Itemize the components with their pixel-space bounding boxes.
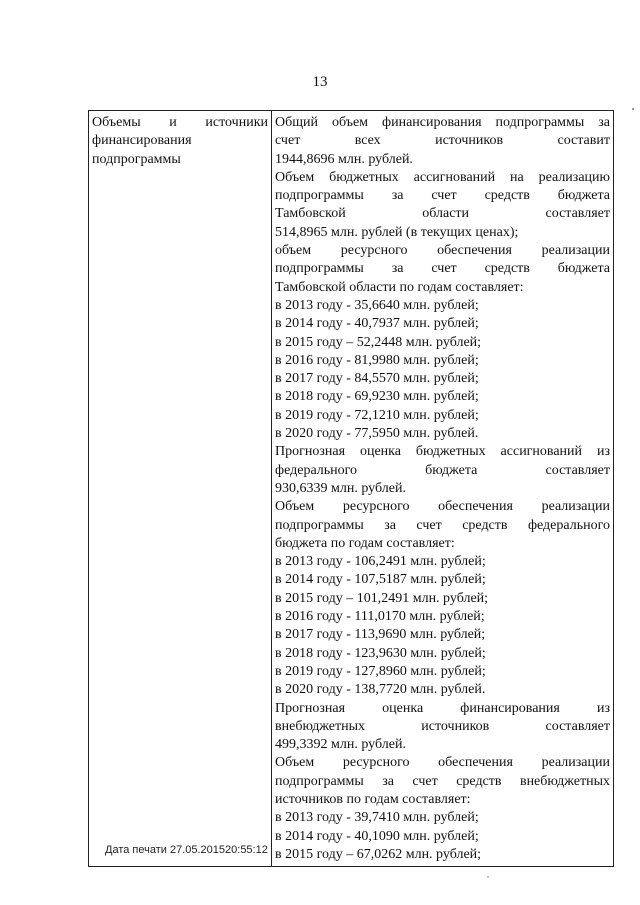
row-content-line: Прогнозная оценка финансирования из <box>275 700 610 716</box>
row-content-line: в 2013 году - 35,6640 млн. рублей; <box>275 297 479 313</box>
row-content-line: Объем бюджетных ассигнований на реализацию <box>275 169 610 185</box>
row-content-line: подпрограммы за счет средств федерального <box>275 517 610 533</box>
row-content-text <box>275 114 610 864</box>
row-content-line: в 2017 году - 113,9690 млн. рублей; <box>275 627 486 643</box>
row-content-line: Объем ресурсного обеспечения реализации <box>275 755 610 771</box>
row-content-line: счет всех источников составит <box>275 133 610 149</box>
row-content-line: в 2019 году - 72,1210 млн. рублей; <box>275 407 479 423</box>
row-content-line: в 2018 году - 123,9630 млн. рублей; <box>275 645 486 661</box>
row-header-cell <box>89 111 272 867</box>
row-content-line: объем ресурсного обеспечения реализации <box>275 243 610 259</box>
row-header-line: Объемы и источники <box>92 115 268 130</box>
scan-speck <box>487 876 489 878</box>
row-content-line: источников по годам составляет: <box>275 791 471 807</box>
row-header-line: финансирования <box>92 133 192 149</box>
row-content-line: в 2020 году - 138,7720 млн. рублей. <box>275 682 486 698</box>
table-row <box>89 111 614 867</box>
funding-table <box>88 110 614 867</box>
row-content-line: в 2016 году - 81,9980 млн. рублей; <box>275 352 479 368</box>
row-content-line: Тамбовской области составляет <box>275 206 610 222</box>
row-content-line: подпрограммы за счет средств внебюджетных <box>275 773 610 789</box>
row-header-text <box>92 114 268 169</box>
row-content-line: в 2016 году - 111,0170 млн. рублей; <box>275 609 485 625</box>
row-content-line: подпрограммы за счет средств бюджета <box>275 261 610 277</box>
row-content-line: федерального бюджета составляет <box>275 462 610 478</box>
row-content-line: в 2014 году - 40,1090 млн. рублей; <box>275 828 479 844</box>
row-content-line: в 2015 году – 101,2491 млн. рублей; <box>275 590 489 606</box>
row-content-line: в 2014 году - 107,5187 млн. рублей; <box>275 572 486 588</box>
row-content-line: 1944,8696 млн. рублей. <box>275 151 413 167</box>
row-content-line: бюджета по годам составляет: <box>275 535 455 551</box>
row-content-line: в 2015 году – 52,2448 млн. рублей; <box>275 334 482 350</box>
row-content-line: внебюджетных источников составляет <box>275 718 610 734</box>
row-content-line: в 2014 году - 40,7937 млн. рублей; <box>275 316 479 332</box>
row-content-line: Прогнозная оценка бюджетных ассигнований из <box>275 444 610 460</box>
page-number: 13 <box>312 74 328 90</box>
row-content-line: в 2020 году - 77,5950 млн. рублей. <box>275 426 479 442</box>
row-content-line: Объем ресурсного обеспечения реализации <box>275 499 610 515</box>
row-content-line: в 2015 году – 67,0262 млн. рублей; <box>275 846 482 862</box>
row-content-line: в 2013 году - 106,2491 млн. рублей; <box>275 554 486 570</box>
row-content-line: в 2017 году - 84,5570 млн. рублей; <box>275 371 479 387</box>
row-content-line: в 2019 году - 127,8960 млн. рублей; <box>275 663 486 679</box>
row-content-cell <box>272 111 614 867</box>
row-content-line: Общий объем финансирования подпрограммы за <box>275 115 610 130</box>
scan-speck <box>632 108 634 110</box>
row-header-line: подпрограммы <box>92 151 181 167</box>
row-content-line: 514,8965 млн. рублей (в текущих ценах); <box>275 224 519 240</box>
row-content-line: подпрограммы за счет средств бюджета <box>275 188 610 204</box>
row-content-line: 499,3392 млн. рублей. <box>275 737 406 753</box>
row-content-line: Тамбовской области по годам составляет: <box>275 279 524 295</box>
print-date-footer: Дата печати 27.05.201520:55:12 <box>105 844 268 856</box>
row-content-line: в 2013 году - 39,7410 млн. рублей; <box>275 810 479 826</box>
row-content-line: в 2018 году - 69,9230 млн. рублей; <box>275 389 479 405</box>
row-content-line: 930,6339 млн. рублей. <box>275 480 406 496</box>
